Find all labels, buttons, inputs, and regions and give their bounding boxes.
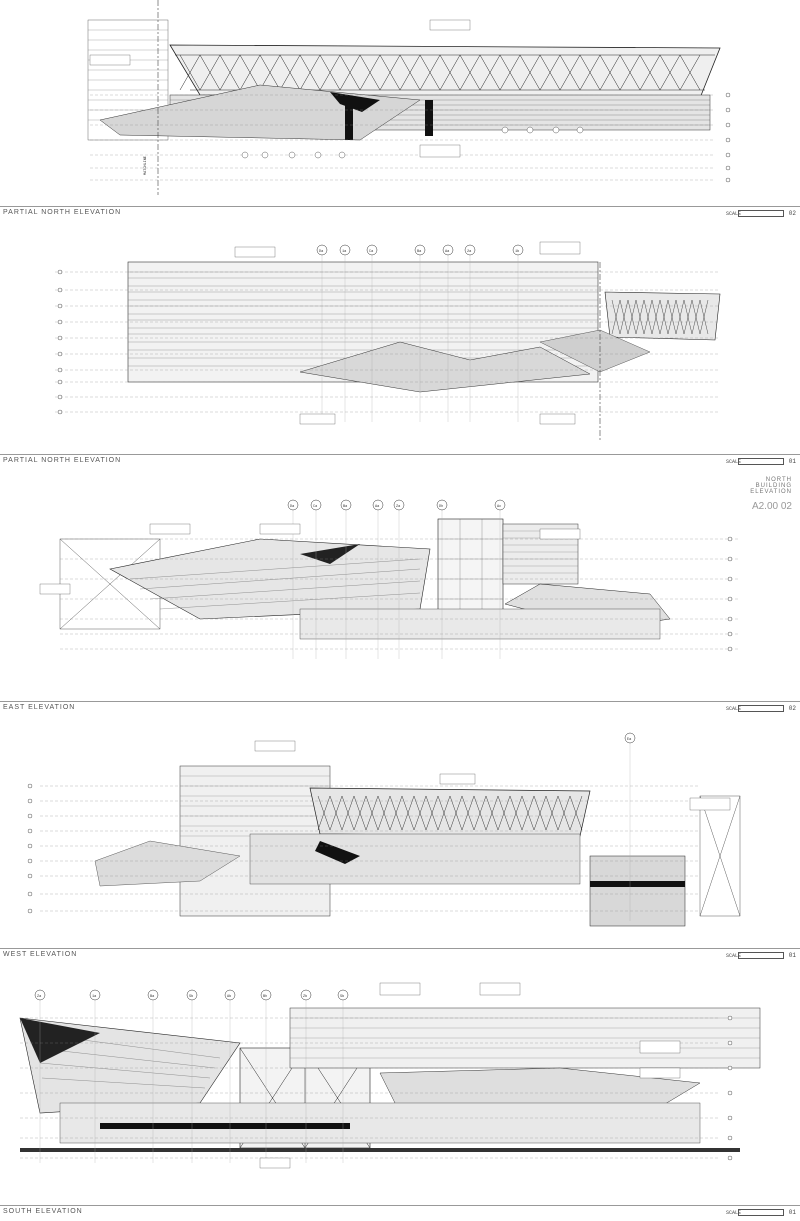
scale-label: SCALE [726, 1210, 742, 1216]
grid-bubble-label: Sb [340, 995, 345, 999]
drawing-south-elevation [0, 963, 800, 1221]
drawing-number: 02 [788, 705, 796, 712]
grid-bubble-label: 1a [92, 995, 97, 999]
scale-graphic [738, 952, 784, 959]
sheet-name-line: ELEVATION [750, 489, 792, 495]
grid-bubble-label: Ab [227, 995, 232, 999]
drawing-title-bar [0, 454, 800, 469]
scale-label: SCALE [726, 706, 742, 712]
grid-bubble-label: 1a [342, 250, 347, 254]
grid-bubble-label: Da [290, 505, 295, 509]
drawing-title-bar [0, 1205, 800, 1220]
elevation-drawing [0, 963, 800, 1205]
drawing-title: EAST ELEVATION [3, 704, 76, 711]
sheet-number: A2.00 02 [751, 501, 792, 512]
drawing-west-elevation [0, 716, 800, 961]
scale-bar [726, 702, 796, 714]
grid-bubble-label: Ca [369, 250, 374, 254]
grid-bubble-label: Ca [313, 505, 318, 509]
drawing-title: PARTIAL NORTH ELEVATION [3, 457, 122, 464]
grid-bubbles [35, 990, 348, 1000]
scale-graphic [738, 210, 784, 217]
grid-bubble-label: Ea [627, 738, 632, 742]
scale-bar [726, 949, 796, 961]
grid-bubble-label: Aa [375, 505, 380, 509]
grid-bubble-label: Sb [189, 995, 194, 999]
sheet-title-block [750, 477, 792, 512]
drawing-title: SOUTH ELEVATION [3, 1208, 83, 1215]
grid-bubble-label: Ba [343, 505, 348, 509]
grid-bubble-label: Bh [263, 995, 268, 999]
grid-bubble-label: Zb [303, 995, 308, 999]
matchline-label: MATCHLINE [144, 156, 148, 175]
scale-label: SCALE [726, 211, 742, 217]
scale-graphic [738, 1209, 784, 1216]
grid-bubble-label: Ba [150, 995, 155, 999]
scale-label: SCALE [726, 459, 742, 465]
grid-bubble-label: Ac [497, 505, 502, 509]
drawing-title: PARTIAL NORTH ELEVATION [3, 209, 122, 216]
scale-bar [726, 207, 796, 219]
grid-bubble-label: Za [396, 505, 401, 509]
grid-bubbles [625, 733, 635, 743]
grid-bubble-label: Za [37, 995, 42, 999]
drawing-partial-north-elevation-1 [0, 222, 800, 467]
grid-bubbles [288, 500, 505, 510]
grid-bubbles [317, 245, 523, 255]
sheet-name-line: BUILDING [755, 483, 792, 489]
drawing-partial-north-elevation-2 [0, 0, 800, 220]
grid-bubble-label: Aa [445, 250, 450, 254]
drawing-number: 01 [788, 1209, 796, 1216]
drawing-number: 01 [788, 458, 796, 465]
grid-bubble-label: Ba [417, 250, 422, 254]
grid-bubble-label: 2a [467, 250, 472, 254]
drawing-title-bar [0, 701, 800, 716]
drawing-number: 01 [788, 952, 796, 959]
drawing-title: WEST ELEVATION [3, 951, 78, 958]
grid-bubble-label: Dh [439, 505, 444, 509]
elevation-drawing [0, 0, 800, 206]
scale-bar [726, 1206, 796, 1218]
scale-bar [726, 455, 796, 467]
elevation-drawing [0, 716, 800, 948]
drawing-title-bar [0, 948, 800, 963]
scale-label: SCALE [726, 953, 742, 959]
scale-graphic [738, 705, 784, 712]
grid-bubble-label: Da [319, 250, 324, 254]
scale-graphic [738, 458, 784, 465]
sheet-name-line: NORTH [765, 477, 792, 483]
drawing-east-elevation [0, 469, 800, 714]
elevation-drawing [0, 222, 800, 454]
grid-bubble-label: 1b [515, 250, 520, 254]
elevation-drawing [0, 469, 800, 701]
drawing-title-bar [0, 206, 800, 221]
drawing-number: 02 [788, 210, 796, 217]
